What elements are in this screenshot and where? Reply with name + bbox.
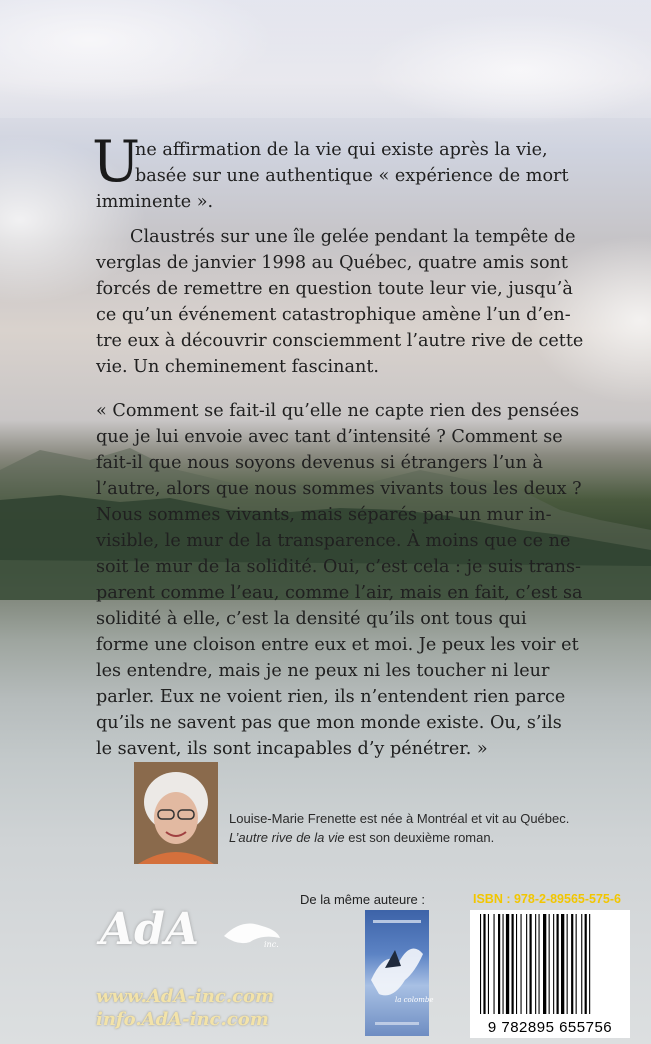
barcode-bar (581, 914, 582, 1014)
barcode-bar (567, 914, 568, 1014)
barcode-bar (557, 914, 559, 1014)
barcode-bar (589, 914, 590, 1014)
quote-line-8: parent comme l’eau, comme l’air, mais en fait, c’est sa (96, 583, 583, 603)
summary-line-4: ce qu’un événement catastrophique amène l’un d’en- (96, 305, 571, 325)
quote-line-2: que je lui envoie avec tant d’intensité ? Comment se (96, 427, 563, 447)
quote-line-6: visible, le mur de la transparence. À moins que ce ne (96, 531, 571, 551)
summary-line-1: Claustrés sur une île gelée pendant la tempête de (130, 227, 576, 247)
quote-line-11: les entendre, mais je ne peux ni les toucher ni leur (96, 661, 550, 681)
barcode-bar (503, 914, 504, 1014)
barcode-bar (535, 914, 536, 1014)
quote-line-13: qu’ils ne savent pas que mon monde existe. Ou, s’ils (96, 713, 562, 733)
quote-line-3: fait-il que nous soyons devenus si étrangers l’un à (96, 453, 544, 473)
barcode-bar (498, 914, 500, 1014)
summary-line-6: vie. Un cheminement fascinant. (96, 357, 379, 377)
other-book-title: la colombe (395, 996, 434, 1004)
quote-line-9: solidité à elle, c’est la densité qu’ils ont tous qui (96, 609, 527, 629)
quote-line-14: le savent, ils sont incapables d’y pénétrer. » (96, 739, 488, 759)
publisher-logo: AdA (100, 904, 200, 955)
barcode-bar (506, 914, 509, 1014)
barcode-bar (483, 914, 485, 1014)
intro-line-2: basée sur une authentique « expérience de mort (135, 166, 569, 186)
publisher-email: info.AdA-inc.com (96, 1009, 269, 1030)
barcode-bar (488, 914, 489, 1014)
author-photo (134, 762, 218, 864)
publisher-website: www.AdA-inc.com (96, 986, 275, 1007)
quote-line-1: « Comment se fait-il qu’elle ne capte rien des pensées (96, 401, 580, 421)
barcode-bar (571, 914, 573, 1014)
barcode-bar (539, 914, 540, 1014)
summary-line-5: tre eux à découvrir consciemment l’autre rive de cette (96, 331, 584, 351)
same-author-label: De la même auteure : (300, 892, 426, 907)
quote-line-12: parler. Eux ne voient rien, ils n’entendent rien parce (96, 687, 566, 707)
barcode-bar (526, 914, 527, 1014)
quote-line-7: soit le mur de la solidité. Oui, c’est cela : je suis trans- (96, 557, 581, 577)
author-bio-line-2 (229, 830, 494, 845)
barcode-bar (494, 914, 495, 1014)
publisher-logo-suffix: inc. (264, 940, 279, 949)
intro-line-1: ne affirmation de la vie qui existe après la vie, (135, 140, 548, 160)
barcode (470, 910, 630, 1038)
author-bio-rest: est son deuxième roman. (344, 830, 495, 845)
quote-line-4: l’autre, alors que nous sommes vivants tous les deux ? (96, 479, 582, 499)
barcode-bar (553, 914, 554, 1014)
quote-line-5: Nous sommes vivants, mais séparés par un mur in- (96, 505, 552, 525)
book-title-italic: L’autre rive de la vie (229, 830, 345, 845)
other-book-cover (365, 910, 434, 1036)
barcode-bar (576, 914, 577, 1014)
barcode-bar (480, 914, 481, 1014)
barcode-bar (530, 914, 532, 1014)
isbn-label: ISBN : 978-2-89565-575-6 (473, 892, 621, 906)
barcode-number: 9 782895 655756 (487, 1019, 613, 1036)
barcode-bars (470, 910, 630, 1018)
barcode-bar (585, 914, 587, 1014)
top-sky-band (0, 0, 651, 118)
barcode-bar (516, 914, 517, 1014)
summary-line-2: verglas de janvier 1998 au Québec, quatre amis sont (96, 253, 568, 273)
barcode-bar (549, 914, 550, 1014)
intro-line-3: imminente ». (96, 192, 214, 212)
barcode-bar (512, 914, 514, 1014)
barcode-bar (543, 914, 546, 1014)
quote-line-10: forme une cloison entre eux et moi. Je peux les voir et (96, 635, 579, 655)
summary-line-3: forcés de remettre en question toute leur vie, jusqu’à (96, 279, 573, 299)
barcode-bar (561, 914, 564, 1014)
author-bio-line-1: Louise-Marie Frenette est née à Montréal et vit au Québec. (229, 811, 570, 826)
drop-cap-letter: U (92, 129, 141, 195)
barcode-bar (521, 914, 522, 1014)
